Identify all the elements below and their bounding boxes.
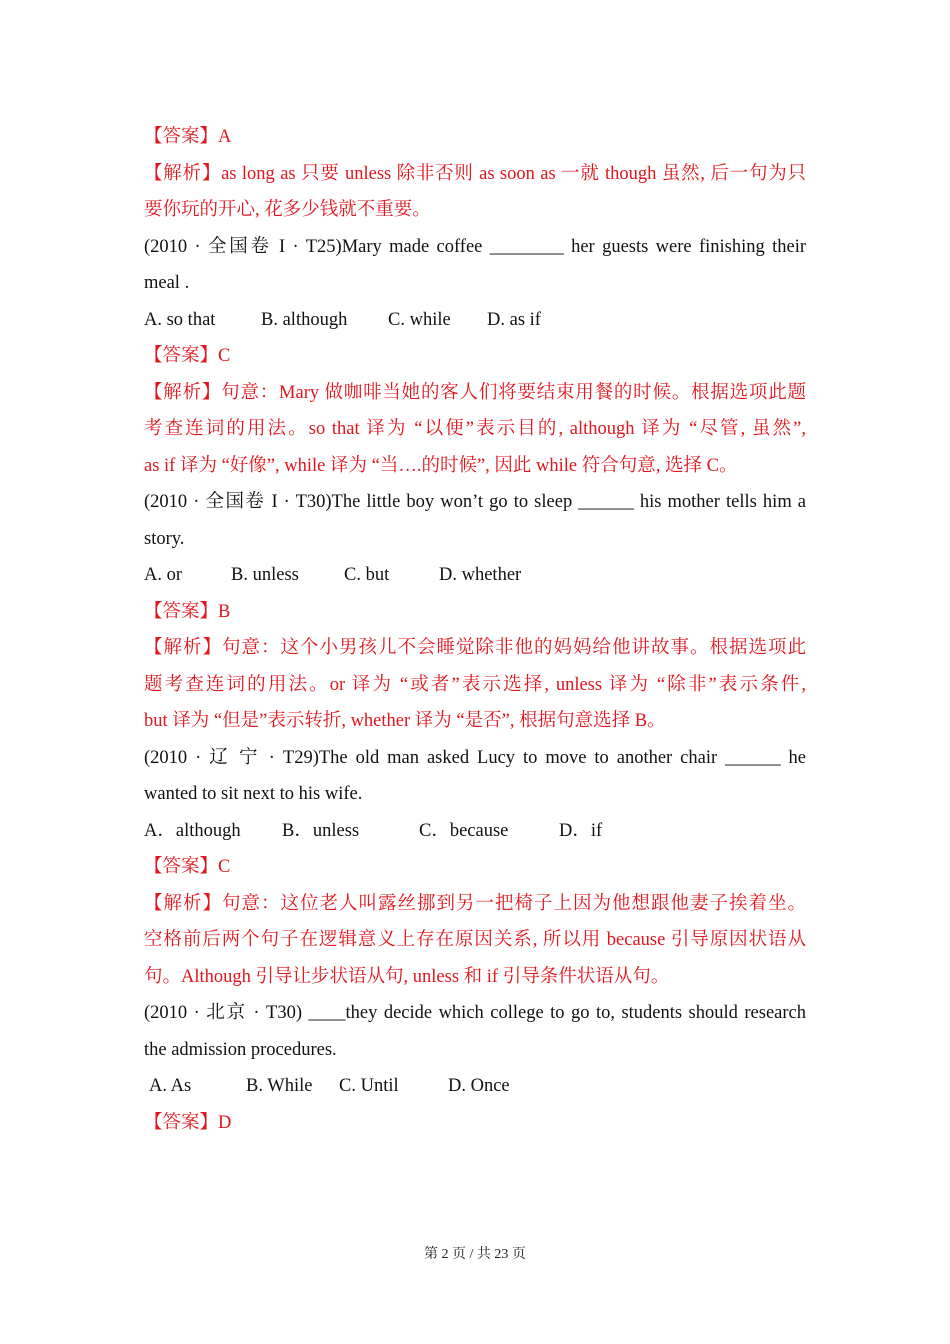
question-line: (2010 · 全国卷 I · T30)The little boy won’t go to sleep ______ his mother tells him a (144, 492, 806, 512)
option-a: A. As (149, 1076, 192, 1096)
analysis-line: 【解析】句意：Mary 做咖啡当她的客人们将要结束用餐的时候。根据选项此题 (144, 382, 806, 403)
analysis-line: 题考查连词的用法。or 译为 “或者”表示选择, unless 译为 “除非”表示条件, (144, 674, 806, 695)
analysis-line: 【解析】as long as 只要 unless 除非否则 as soon as 一就 though 虽然, 后一句为只 (144, 163, 806, 184)
analysis-line: 要你玩的开心, 花多少钱就不重要。 (144, 200, 431, 220)
option-b: B. unless (231, 565, 299, 585)
option-a: A. or (144, 565, 183, 585)
page-content (144, 119, 806, 1141)
analysis-line: 【解析】句意：这位老人叫露丝挪到另一把椅子上因为他想跟他妻子挨着坐。 (144, 893, 806, 914)
question-line: the admission procedures. (144, 1039, 337, 1060)
answer-line: 【答案】D (144, 1112, 232, 1133)
question-line: wanted to sit next to his wife. (144, 784, 363, 804)
analysis-line: 【解析】句意：这个小男孩儿不会睡觉除非他的妈妈给他讲故事。根据选项此 (144, 638, 806, 658)
answer-line: 【答案】A (144, 127, 232, 147)
answer-line: 【答案】C (144, 857, 231, 877)
answer-line: 【答案】B (144, 601, 231, 622)
question-line: story. (144, 528, 185, 549)
option-b: B. While (246, 1076, 313, 1096)
option-c: C. while (388, 309, 451, 330)
option-a: A. so that (144, 309, 216, 330)
option-c: C. Until (339, 1076, 399, 1096)
answer-line: 【答案】C (144, 346, 231, 366)
question-line: (2010 · 辽 宁 · T29)The old man asked Lucy to move to another chair ______ he (144, 747, 806, 768)
answer-options (144, 557, 806, 594)
analysis-line: 句。Although 引导让步状语从句, unless 和 if 引导条件状语从句。 (144, 966, 670, 987)
option-d: D. Once (448, 1076, 510, 1096)
answer-options (144, 302, 806, 339)
option-d: D．if (559, 820, 603, 841)
question-line: (2010 · 全国卷 I · T25)Mary made coffee ________ her guests were finishing their (144, 236, 806, 257)
option-a: A．although (144, 820, 241, 841)
option-b: B. although (261, 309, 348, 330)
analysis-line: as if 译为 “好像”, while 译为 “当….的时候”, 因此 while 符合句意, 选择 C。 (144, 455, 738, 476)
analysis-line: 空格前后两个句子在逻辑意义上存在原因关系, 所以用 because 引导原因状语从 (144, 930, 806, 950)
analysis-line: 考查连词的用法。so that 译为 “以便”表示目的, although 译为 “尽管, 虽然”, (144, 419, 806, 439)
option-d: D. as if (487, 309, 541, 330)
answer-options (144, 813, 806, 850)
option-b: B．unless (282, 820, 360, 841)
option-c: C．because (419, 820, 509, 841)
answer-options (144, 1068, 806, 1105)
question-line: (2010 · 北京 · T30) ____they decide which college to go to, students should research (144, 1003, 806, 1023)
option-c: C. but (344, 565, 390, 585)
page-footer: 第 2 页 / 共 23 页 (424, 1247, 526, 1262)
analysis-line: but 译为 “但是”表示转折, whether 译为 “是否”, 根据句意选择 B。 (144, 711, 666, 731)
question-line: meal . (144, 273, 190, 293)
option-d: D. whether (439, 565, 522, 585)
